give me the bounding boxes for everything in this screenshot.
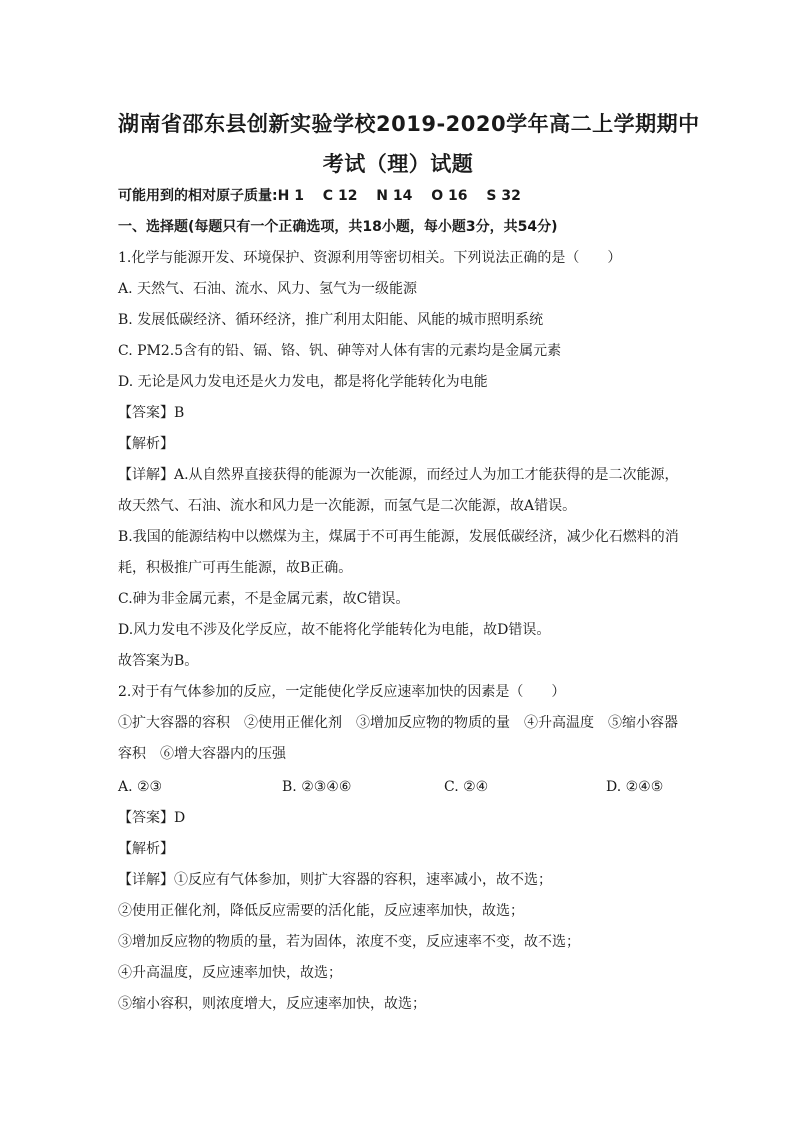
q1-detail-5: C.砷为非金属元素，不是金属元素，故C错误。 [118, 591, 410, 607]
q2-analysis-label: 【解析】 [118, 841, 174, 857]
q1-analysis-label: 【解析】 [118, 436, 174, 452]
section-heading: 一、选择题(每题只有一个正确选项，共18小题，每小题3分，共54分) [118, 219, 558, 235]
q2-option-c: C. ②④ [444, 779, 489, 795]
q1-stem: 1.化学与能源开发、环境保护、资源利用等密切相关。下列说法正确的是（ ） [118, 250, 622, 266]
q1-detail-6: D.风力发电不涉及化学反应，故不能将化学能转化为电能，故D错误。 [118, 622, 551, 638]
q2-detail-2: ②使用正催化剂，降低反应需要的活化能，反应速率加快，故选； [118, 903, 524, 919]
page-title-line-2: 考试（理）试题 [322, 152, 474, 176]
q1-detail-2: 故天然气、石油、流水和风力是一次能源，而氢气是二次能源，故A错误。 [118, 498, 577, 514]
q1-conclusion: 故答案为B。 [118, 653, 199, 669]
q2-items-line-2: 容积 ⑥增大容器内的压强 [118, 746, 286, 762]
atomic-masses: 可能用到的相对原子质量:H 1 C 12 N 14 O 16 S 32 [118, 188, 521, 204]
q2-items-line-1: ①扩大容器的容积 ②使用正催化剂 ③增加反应物的物质的量 ④升高温度 ⑤缩小容器 [118, 715, 678, 731]
q2-option-b: B. ②③④⑥ [282, 779, 352, 795]
q2-stem: 2.对于有气体参加的反应，一定能使化学反应速率加快的因素是（ ） [118, 684, 566, 700]
q1-option-a: A. 天然气、石油、流水、风力、氢气为一级能源 [118, 281, 418, 297]
q2-option-a: A. ②③ [118, 779, 163, 795]
q1-option-b: B. 发展低碳经济、循环经济，推广利用太阳能、风能的城市照明系统 [118, 312, 544, 328]
q1-option-d: D. 无论是风力发电还是火力发电，都是将化学能转化为电能 [118, 374, 488, 390]
q2-detail-4: ④升高温度，反应速率加快，故选； [118, 965, 342, 981]
q1-detail-4: 耗，积极推广可再生能源，故B正确。 [118, 560, 353, 576]
q1-detail-1: 【详解】A.从自然界直接获得的能源为一次能源，而经过人为加工才能获得的是二次能源， [118, 467, 679, 483]
q2-option-d: D. ②④⑤ [606, 779, 664, 795]
q2-detail-5: ⑤缩小容积，则浓度增大，反应速率加快，故选； [118, 996, 426, 1012]
q2-detail-1: 【详解】①反应有气体参加，则扩大容器的容积，速率减小，故不选； [118, 872, 552, 888]
q1-option-c: C. PM2.5含有的铅、镉、铬、钒、砷等对人体有害的元素均是金属元素 [118, 343, 562, 359]
q2-answer: 【答案】D [118, 810, 186, 826]
q1-detail-3: B.我国的能源结构中以燃煤为主，煤属于不可再生能源，发展低碳经济，减少化石燃料的消 [118, 529, 679, 545]
q1-answer: 【答案】B [118, 405, 185, 421]
page-title-line-1: 湖南省邵东县创新实验学校2019-2020学年高二上学期期中 [118, 112, 700, 136]
q2-detail-3: ③增加反应物的物质的量，若为固体，浓度不变，反应速率不变，故不选； [118, 934, 580, 950]
